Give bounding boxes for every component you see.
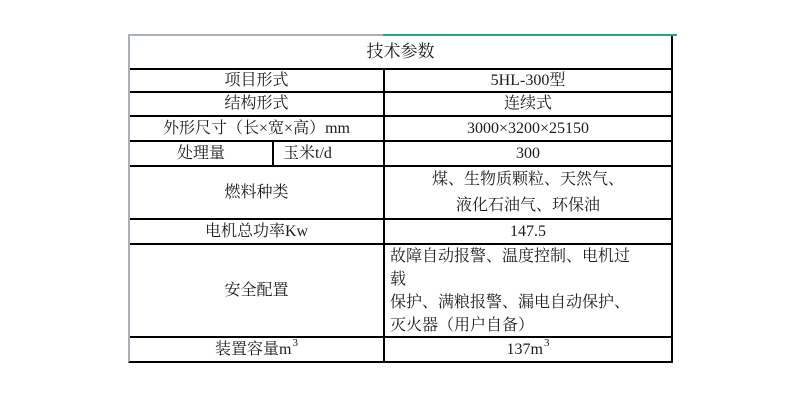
value-line: 保护、满粮报警、漏电自动保护、: [390, 293, 631, 311]
row-value: 147.5: [510, 222, 546, 240]
row-value: [385, 167, 671, 218]
value-line: 煤、生物质颗粒、天然气、: [431, 170, 624, 188]
row-value: 5HL-300型: [490, 71, 566, 89]
table-row-structure-type: [130, 93, 671, 117]
value-line: 液化石油气、环保油: [455, 196, 600, 214]
value-line: 灭火器（用户自备）: [390, 316, 535, 334]
row-value: 连续式: [503, 95, 552, 113]
table-row-dimensions: [130, 117, 671, 142]
row-value: 3000×3200×25150: [466, 119, 590, 137]
row-label: 燃料种类: [130, 167, 385, 218]
row-label: [130, 338, 385, 361]
table-row-device-volume: [130, 338, 671, 361]
table-row-safety-config: [130, 245, 671, 338]
row-label: 结构形式: [130, 93, 385, 115]
row-value: 300: [516, 144, 540, 162]
row-value: [385, 245, 671, 336]
table-row-capacity: [130, 142, 671, 167]
table-grid: [128, 36, 673, 363]
value-line: 故障自动报警、温度控制、电机过: [390, 247, 631, 265]
table-row-motor-power: [130, 220, 671, 245]
row-value-text: 137m: [506, 340, 543, 358]
value-superscript: 3: [543, 338, 550, 349]
table-header-row: [130, 36, 671, 70]
row-label: 外形尺寸（长×宽×高）mm: [130, 117, 385, 140]
label-superscript: 3: [292, 338, 298, 349]
row-value: [385, 338, 671, 361]
row-label: 电机总功率Kw: [130, 220, 385, 243]
table-row-fuel-types: [130, 167, 671, 220]
table-row-project-type: [130, 70, 671, 93]
row-sub-label: 玉米t/d: [274, 142, 385, 165]
spec-table: [128, 34, 677, 363]
row-label-text: 装置容量m: [215, 340, 292, 358]
row-label: 项目形式: [130, 70, 385, 91]
row-label: 处理量: [130, 142, 274, 165]
table-title: 技术参数: [366, 41, 435, 61]
value-line: 载: [390, 270, 407, 288]
row-label: 安全配置: [130, 245, 385, 336]
